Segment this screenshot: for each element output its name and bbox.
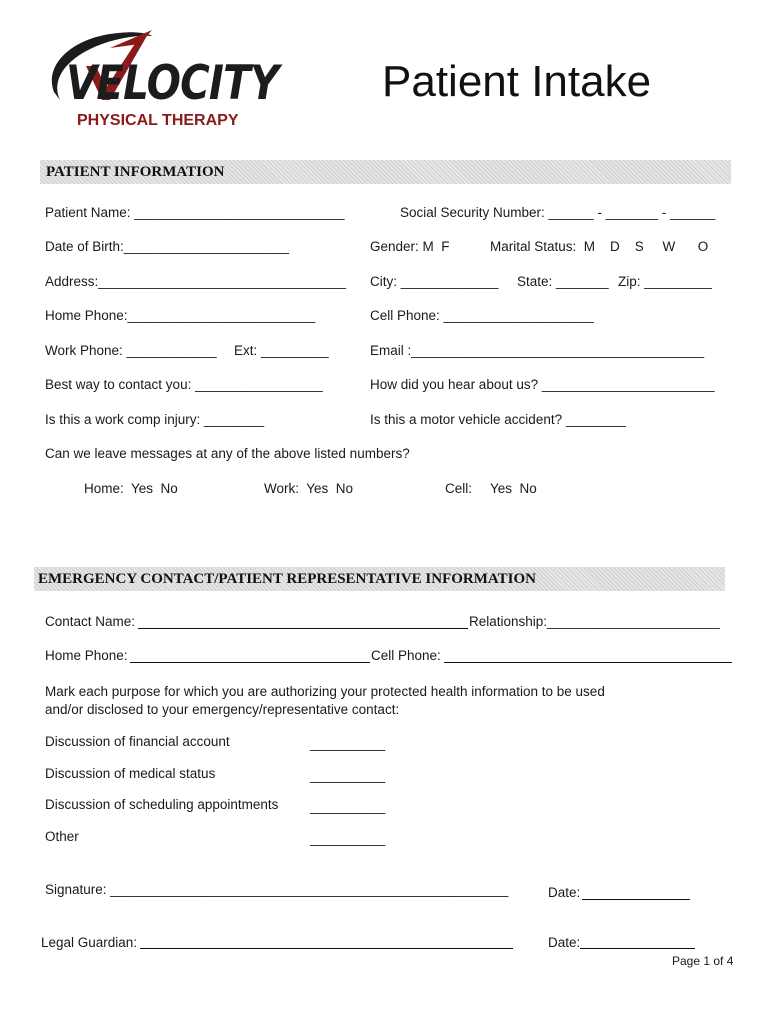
ext-field[interactable]: Ext: _________ bbox=[234, 343, 329, 358]
hear-about-field[interactable]: How did you hear about us? _______________________ bbox=[370, 377, 715, 392]
work-phone-field[interactable]: Work Phone: ____________ bbox=[45, 343, 217, 358]
msg-cell-label: Cell: bbox=[445, 481, 473, 496]
date1-label: Date: bbox=[548, 885, 581, 900]
date2-label: Date: bbox=[548, 935, 581, 950]
contact-name-label: Contact Name: bbox=[45, 614, 136, 629]
patient-name-field[interactable]: Patient Name: ____________________________ bbox=[45, 205, 345, 220]
legal-guardian-line[interactable] bbox=[140, 948, 513, 949]
em-cell-phone-line[interactable] bbox=[444, 662, 732, 663]
purpose-label: Discussion of financial account bbox=[45, 734, 230, 749]
address-field[interactable]: Address:_________________________________ bbox=[45, 274, 347, 289]
page-number: Page 1 of 4 bbox=[672, 954, 734, 968]
leave-messages-question: Can we leave messages at any of the above listed numbers? bbox=[45, 446, 410, 461]
best-contact-field[interactable]: Best way to contact you: _________________ bbox=[45, 377, 323, 392]
emergency-heading: EMERGENCY CONTACT/PATIENT REPRESENTATIVE INFORMATION bbox=[38, 571, 536, 587]
purpose-label: Discussion of scheduling appointments bbox=[45, 797, 279, 812]
em-home-phone-line[interactable] bbox=[130, 662, 370, 663]
email-field[interactable]: Email :_______________________________________ bbox=[370, 343, 705, 358]
relationship-field[interactable]: Relationship:_______________________ bbox=[469, 614, 720, 629]
cell-phone-field[interactable]: Cell Phone: ____________________ bbox=[370, 308, 594, 323]
legal-guardian-label: Legal Guardian: bbox=[41, 935, 138, 950]
marital-status-field[interactable]: Marital Status: M D S W O bbox=[490, 239, 709, 254]
contact-name-line[interactable] bbox=[138, 628, 468, 629]
authorize-text-line1: Mark each purpose for which you are authorizing your protected health information to be used bbox=[45, 684, 605, 699]
gender-field[interactable]: Gender: M F bbox=[370, 239, 450, 254]
purpose-blank[interactable]: __________ bbox=[310, 799, 386, 814]
authorize-text-line2: and/or disclosed to your emergency/representative contact: bbox=[45, 702, 400, 717]
city-field[interactable]: City: _____________ bbox=[370, 274, 499, 289]
state-field[interactable]: State: _______ bbox=[517, 274, 609, 289]
zip-field[interactable]: Zip: _________ bbox=[618, 274, 712, 289]
ssn-field[interactable]: Social Security Number: ______ - _______ - ______ bbox=[400, 205, 716, 220]
date1-line[interactable] bbox=[582, 899, 690, 900]
motor-vehicle-field[interactable]: Is this a motor vehicle accident? ________ bbox=[370, 412, 626, 427]
patient-info-heading: PATIENT INFORMATION bbox=[46, 164, 225, 180]
home-phone-field[interactable]: Home Phone:_________________________ bbox=[45, 308, 316, 323]
msg-work-options[interactable]: Work: Yes No bbox=[264, 481, 354, 496]
msg-cell-options[interactable]: Yes No bbox=[490, 481, 537, 496]
page-title: Patient Intake bbox=[382, 57, 652, 106]
purpose-blank[interactable]: __________ bbox=[310, 768, 386, 783]
date2-line[interactable] bbox=[580, 948, 695, 949]
em-home-phone-label: Home Phone: bbox=[45, 648, 128, 663]
purpose-label: Other bbox=[45, 829, 79, 844]
dob-field[interactable]: Date of Birth:______________________ bbox=[45, 239, 289, 254]
purpose-label: Discussion of medical status bbox=[45, 766, 216, 781]
em-cell-phone-label: Cell Phone: bbox=[371, 648, 441, 663]
purpose-blank[interactable]: __________ bbox=[310, 736, 386, 751]
work-comp-field[interactable]: Is this a work comp injury: ________ bbox=[45, 412, 265, 427]
msg-home-options[interactable]: Home: Yes No bbox=[84, 481, 178, 496]
logo-subtitle: PHYSICAL THERAPY bbox=[77, 112, 239, 129]
signature-field[interactable]: Signature: _____________________________________________________ bbox=[45, 882, 509, 897]
logo-wordmark: VELOCITY bbox=[66, 56, 279, 111]
purpose-blank[interactable]: __________ bbox=[310, 831, 386, 846]
velocity-logo bbox=[40, 26, 300, 136]
